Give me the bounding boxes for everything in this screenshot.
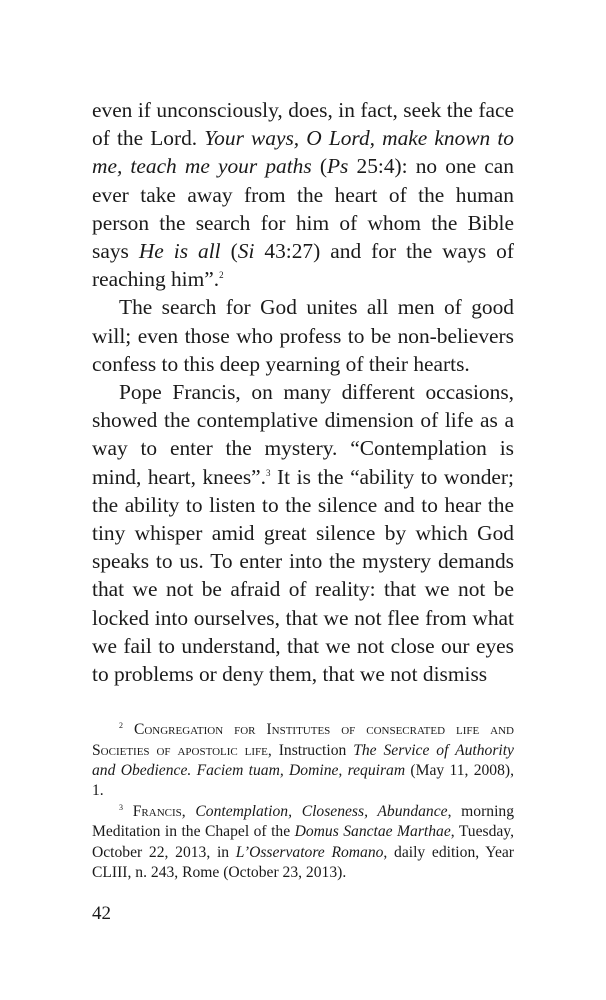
text-run: (May 11, 2008), 1.: [92, 762, 514, 800]
body-text: [92, 96, 514, 688]
paragraph-3: [92, 378, 514, 688]
text-run: It is the “ability to wonder; the ability to listen to the silence and to hear the tiny whisper amid great silence by which God speaks to us. To enter into the mystery demands that we not be afraid of reality: that we not be locked into ourselves, that we not flee from what we fail to understand, that we not close our eyes to problems or deny them, that we not dismiss: [92, 464, 514, 687]
footnotes: [92, 720, 514, 883]
text-run: even if unconsciously, does, in fact, seek the face of the Lord.: [92, 98, 514, 151]
citation-book: Si: [237, 239, 255, 264]
footnote-number: 2: [119, 721, 123, 731]
footnote-3: [92, 802, 514, 884]
paragraph-2: The search for God unites all men of good will; even those who profess to be non-believers confess to this deep yearning of their hearts.: [92, 295, 514, 376]
footnote-place: Domus Sanctae Marthae: [294, 823, 451, 841]
book-page: [92, 96, 514, 884]
text-run: Pope Francis, on many different occasions, showed the contemplative dimension of life as a way to enter the mystery. “Contemplation is mind, heart, knees”.: [92, 380, 514, 489]
text-run: , Instruction: [267, 741, 354, 759]
footnote-author: Francis: [132, 802, 182, 820]
footnote-title: The Service of Authority and Obedience. Faciem tuam, Domine, requiram: [92, 741, 514, 780]
scripture-quote: Your ways, O Lord, make known to me, teach me your paths: [92, 126, 514, 179]
text-run: , Tuesday, October 22, 2013, in: [92, 823, 514, 861]
text-run: (: [220, 239, 238, 264]
text-run: , daily edition, Year CLIII, n. 243, Rome (October 23, 2013).: [92, 843, 515, 882]
footnote-author: Congregation for Institutes of consecrated life and Societies of apostolic life: [92, 721, 514, 759]
citation-book: Ps: [326, 154, 349, 179]
text-run: ,: [181, 802, 196, 820]
footnote-marker: 3: [266, 467, 271, 478]
footnote-2: [92, 720, 514, 802]
text-run: , morning Meditation in the Chapel of the: [92, 802, 515, 841]
footnote-marker: 2: [219, 270, 224, 281]
text-run: 43:27) and for the ways of reaching him”.: [92, 239, 514, 292]
text-run: 25:4): no one can ever take away from the heart of the human person the search for him of whom the Bible says: [92, 154, 514, 264]
paragraph-1: [92, 96, 514, 293]
page-number: 42: [92, 903, 111, 924]
text-run: (: [311, 154, 327, 179]
footnote-number: 3: [119, 802, 123, 812]
footnote-publication: L’Osservatore Romano: [235, 843, 384, 861]
footnote-title: Contemplation, Closeness, Abundance: [195, 802, 448, 820]
scripture-quote: He is all: [138, 239, 221, 264]
